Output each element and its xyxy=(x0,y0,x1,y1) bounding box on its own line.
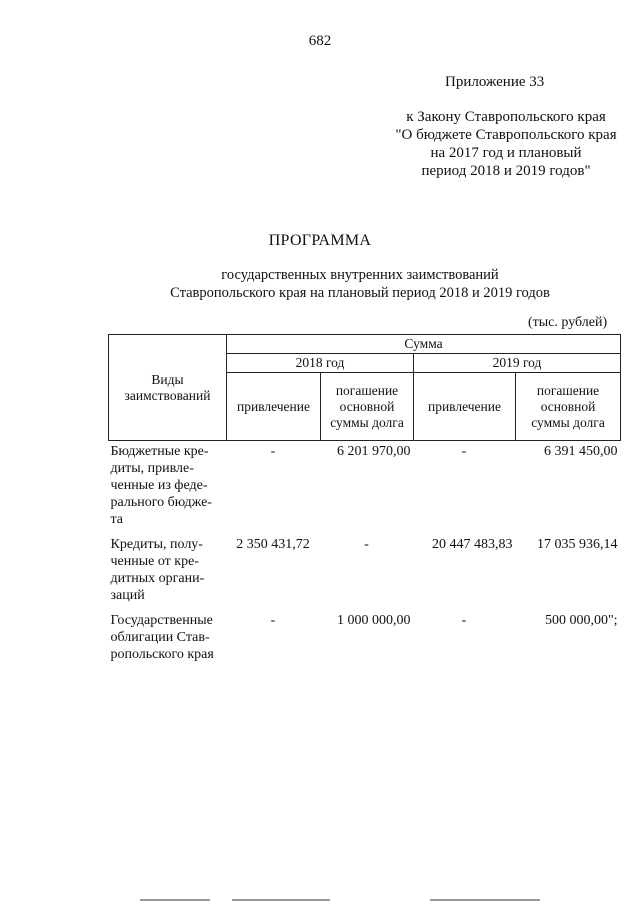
row-repayment-2019: 6 391 450,00 xyxy=(544,444,618,459)
annex-title: Приложение 33 xyxy=(445,74,545,90)
row-name: Бюджетные кре-диты, привле-ченные из феде-рального бюдже-та xyxy=(110,444,212,527)
row-repayment-2019: 17 035 936,14 xyxy=(537,537,618,552)
row-attraction-2019: 20 447 483,83 xyxy=(432,537,513,552)
program-subtitle-line: государственных внутренних заимствований xyxy=(221,267,499,283)
row-attraction-2018: - xyxy=(270,444,276,459)
header-borrowing-kind: Виды заимствований xyxy=(109,335,227,441)
row-attraction-2019: - xyxy=(461,613,467,628)
row-repayment-2019: 500 000,00"; xyxy=(544,613,618,628)
table-row xyxy=(109,441,621,535)
row-attraction-2018: - xyxy=(270,613,276,628)
header-attraction-2019: привлечение xyxy=(414,373,516,441)
annex-law-reference xyxy=(380,108,632,180)
scan-footer-lines xyxy=(0,895,640,905)
page-number: 682 xyxy=(308,33,332,49)
header-attraction-2018: привлечение xyxy=(227,373,321,441)
row-attraction-2018: 2 350 431,72 xyxy=(236,537,310,552)
program-title: ПРОГРАММА xyxy=(268,232,372,249)
header-repayment-2018: погашение основной суммы долга xyxy=(321,373,414,441)
header-repayment-2019: погашение основной суммы долга xyxy=(516,373,621,441)
header-year-2018: 2018 год xyxy=(227,354,414,373)
table-row xyxy=(109,610,621,669)
row-name: Государственные облигации Став-ропольского края xyxy=(110,613,214,662)
row-repayment-2018: 6 201 970,00 xyxy=(337,444,411,459)
row-repayment-2018: - xyxy=(364,537,369,552)
units-label: (тыс. рублей) xyxy=(528,315,608,330)
row-repayment-2018: 1 000 000,00 xyxy=(337,613,411,628)
table-row xyxy=(109,534,621,610)
row-attraction-2019: - xyxy=(461,444,467,459)
header-year-2019: 2019 год xyxy=(414,354,621,373)
program-subtitle-line: Ставропольского края на плановый период 2018 и 2019 годов xyxy=(170,285,550,301)
header-sum: Сумма xyxy=(227,335,621,354)
annex-law-line: к Закону Ставропольского края xyxy=(406,109,606,125)
annex-law-line: период 2018 и 2019 годов" xyxy=(421,163,591,179)
annex-law-line: на 2017 год и плановый xyxy=(430,145,582,161)
borrowings-table xyxy=(108,334,621,669)
annex-law-line: "О бюджете Ставропольского края xyxy=(395,127,617,143)
program-subtitle xyxy=(100,266,620,302)
row-name: Кредиты, полу-ченные от кре-дитных органи-заций xyxy=(110,537,205,603)
